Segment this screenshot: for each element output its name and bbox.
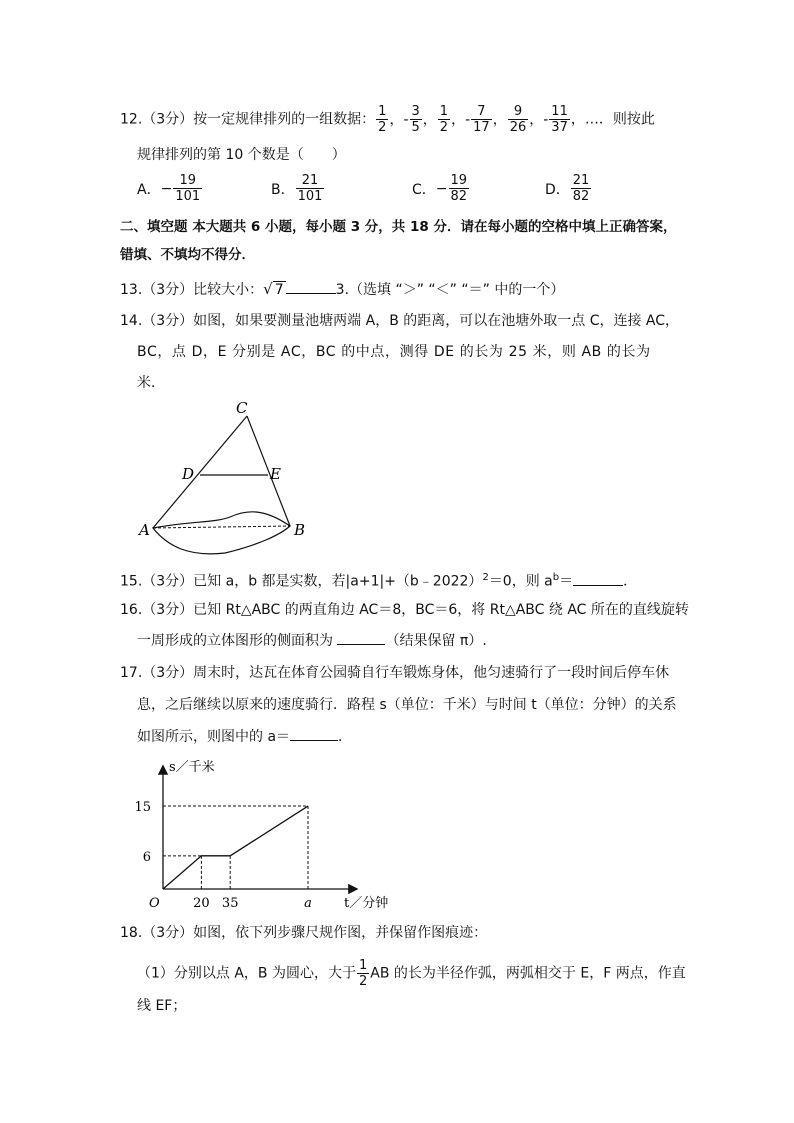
option-label: B． [271,181,295,198]
q17-line3 [137,727,352,747]
fraction-denominator: 2 [439,120,449,135]
option-label: D． [545,181,570,198]
minus-sign: − [435,180,448,197]
q13-prefix: 13.（3分）比较大小： [120,282,264,298]
fraction-denominator: 5 [411,120,420,135]
q12-terms: $\frac{1}{2}$ ，- $\frac{3}{5}$ ， $\frac{1}{2}$ ，- $\frac{7}{17}$ ， $\frac{9}{26}$ ，- $\frac{11}{37}$ [378,104,568,135]
q12-term-fraction [438,104,450,135]
fraction-numerator: 7 [471,104,492,120]
q14-line3: 米． [137,375,165,391]
q12-term-fraction [376,104,388,135]
fraction-denominator: 17 [473,120,490,135]
q16-line2 [137,631,487,651]
fraction-numerator: 21 [296,173,325,189]
series-line [163,806,308,889]
fraction-denominator: 37 [551,120,568,135]
q16-answer-blank [337,644,385,645]
q13-radicand: 7 [274,282,284,298]
option-fraction [449,173,470,204]
section2-heading-line1: 二、填空题 本大题共 6 小题，每小题 3 分，共 18 分．请在每小题的空格中填上正确答案， [120,219,677,235]
sqrt-symbol: √ [263,280,273,298]
q17-line1: 17.（3分）周末时，达瓦在体育公园骑自行车锻炼身体，他匀速骑行了一段时间后停车休 [120,665,670,681]
q12-option-a [137,173,203,204]
fraction-denominator: 82 [450,189,468,204]
label-a: A [139,521,150,539]
q16-line2-a: 一周形成的立体图形的侧面积为 [137,633,338,649]
q12-term-fraction [410,104,422,135]
fraction-denominator: 26 [509,120,527,135]
q12-option-c [412,173,470,204]
y-axis-label: s／千米 [169,760,215,775]
fraction-denominator: 101 [297,189,323,204]
x-tick-label: 35 [221,896,239,911]
origin-label: O [149,896,160,911]
q13-answer-blank [286,293,336,294]
q15-exponent-b: b [552,572,560,583]
label-e: E [270,465,281,483]
q13-line [120,279,564,300]
fraction-denominator: 82 [572,189,590,204]
q12-line1 [120,104,655,135]
q12-option-d [545,173,592,204]
fraction-numerator: 3 [411,104,420,119]
q15-prefix: 15.（3分）已知 a，b 都是实数，若|a+1|+（b﹣2022） [120,573,483,590]
q18-step1 [137,958,686,989]
q12-term-fraction [471,104,492,135]
q12-line2: 规律排列的第 10 个数是（ ） [137,147,346,163]
x-tick-label: 20 [193,896,210,911]
fraction-denominator: 2 [359,974,368,989]
q12-term-fraction [549,104,570,135]
q15-mid: ＝0，则 a [488,573,553,590]
segment-bc [247,416,290,526]
y-tick-label: 15 [134,800,151,816]
q14-pond-figure [130,395,320,570]
q12-suffix: ，…．则按此 [570,111,655,128]
q12-option-b [271,173,325,204]
q12-term-fraction [508,104,529,135]
label-c: C [236,399,248,417]
q17-answer-blank [290,740,338,741]
q16-line2-b: （结果保留 π）. [385,633,487,649]
option-fraction [571,173,592,204]
q13-suffix: 3.（选填 “＞” “＜” “＝” 中的一个） [335,282,565,298]
q15-suffix: ＝ [559,573,574,590]
section2-heading-line2: 错填、不填均不得分． [120,247,255,263]
segment-ac [153,416,247,528]
q18-step1-b: AB 的长为半径作弧，两弧相交于 E，F 两点，作直 [370,965,686,982]
fraction-numerator: 1 [378,104,387,119]
pond-outline [153,512,290,554]
q15-exponent: 2 [482,572,489,583]
fraction-numerator: 11 [551,104,568,119]
fraction-numerator: 9 [508,104,529,120]
segment-ab-dashed [153,526,290,528]
q18-step1-c: 线 EF； [137,998,187,1014]
label-d: D [182,465,195,483]
q18-step1-a: （1）分别以点 A，B 为圆心，大于 [137,965,356,982]
fraction-numerator: 1 [439,104,449,119]
fraction-numerator: 19 [173,173,202,189]
q14-line2: BC，点 D，E 分别是 AC，BC 的中点，测得 DE 的长为 25 米，则 AB 的长为 [137,344,651,360]
x-tick-label: a [304,896,312,911]
minus-sign: - [465,111,471,128]
x-axis-label: t／分钟 [344,896,389,911]
label-b: B [294,521,306,539]
minus-sign: - [543,111,549,128]
minus-sign: − [160,180,173,197]
q12-prefix: 12.（3分）按一定规律排列的一组数据： [120,111,376,128]
option-label: C． [412,181,436,198]
q16-line1: 16.（3分）已知 Rt△ABC 的两直角边 AC＝8，BC＝6，将 Rt△ABC 绕 AC 所在的直线旋转 [120,602,689,618]
fraction-numerator: 19 [450,173,468,188]
q14-line1: 14.（3分）如图，如果要测量池塘两端 A，B 的距离，可以在池塘外取一点 C，连接 AC， [120,313,680,329]
q17-chart [130,755,410,915]
q17-line3-end: ． [338,729,353,745]
fraction-denominator: 101 [175,189,201,204]
minus-sign: - [403,111,409,128]
q18-half-fraction [357,958,369,989]
q17-line2: 息，之后继续以原来的速度骑行．路程 s（单位：千米）与时间 t（单位：分钟）的关系 [137,697,677,713]
q18-line1: 18.（3分）如图，依下列步骤尺规作图，并保留作图痕迹： [120,925,488,941]
fraction-numerator: 1 [359,958,368,973]
option-fraction [173,173,202,204]
q15-line: 15.（3分）已知 a，b 都是实数，若|a+1|+（b﹣2022）$^2$＝0，则 $a^b=$ ． [120,572,638,590]
q15-answer-blank [573,585,623,586]
fraction-numerator: 21 [572,173,590,188]
q17-line3-text: 如图所示，则图中的 a＝ [137,729,291,745]
fraction-denominator: 2 [378,120,387,135]
y-tick-label: 6 [142,849,151,865]
option-fraction [296,173,325,204]
option-label: A． [137,181,161,198]
